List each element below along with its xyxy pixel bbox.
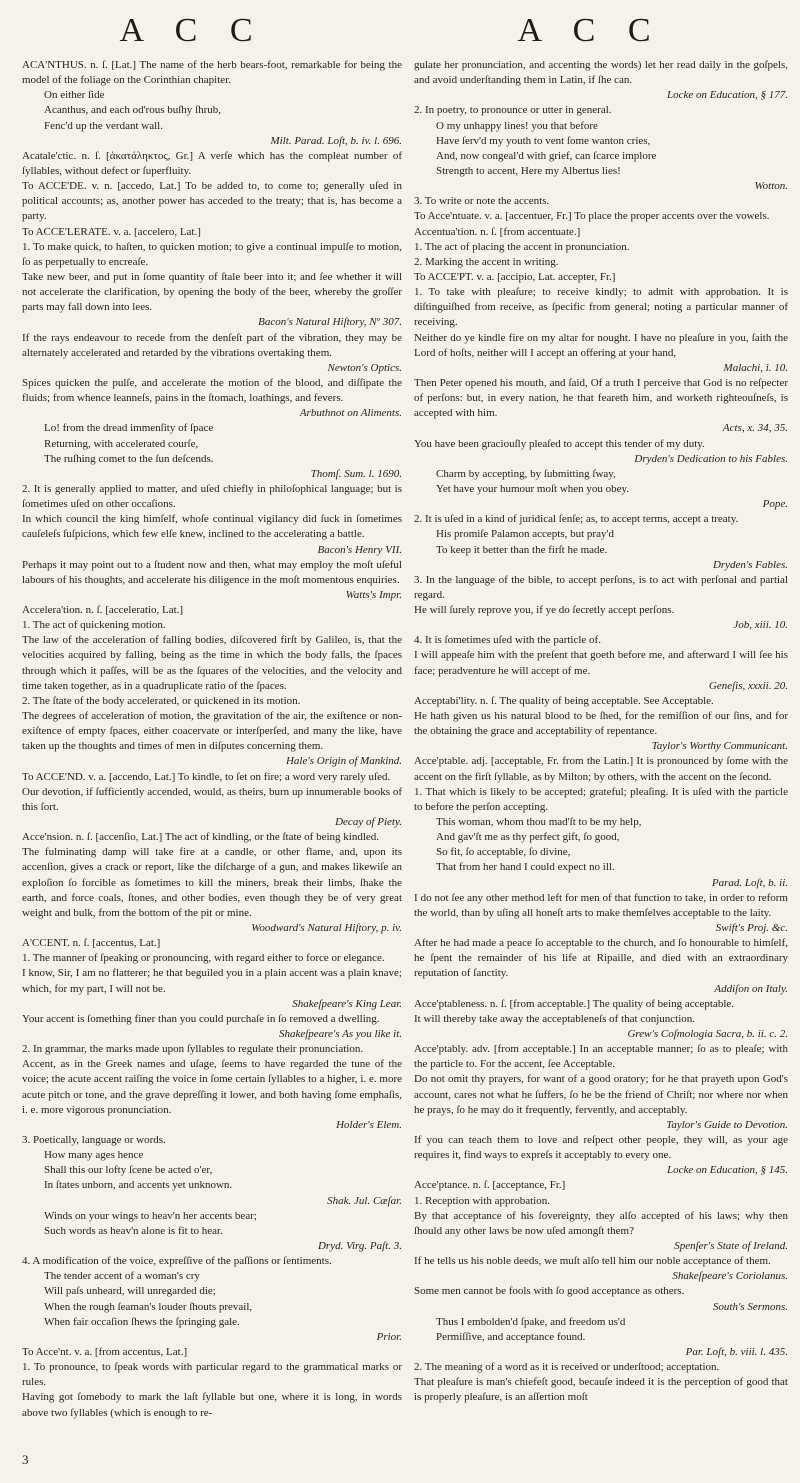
header-left: A C C: [119, 12, 265, 49]
verse-line: Fenc'd up the verdant wall.: [44, 119, 163, 132]
verse-line: When the rough ſeaman's louder ſhouts prevail,: [44, 1300, 253, 1313]
verse-line: This woman, whom thou mad'ſt to be my help,: [436, 816, 642, 829]
entry-paragraph: If the rays endeavour to recede from the denſeſt part of the vibration, they may be alternately accelerated and retarded by the vibrations overtaking them.: [22, 331, 402, 359]
entry-paragraph: 1. That which is likely to be accepted; grateful; pleaſing. It is uſed with the particle to before the perſon accepting.: [414, 785, 788, 813]
citation: Hale's Origin of Mankind.: [285, 755, 402, 768]
verse-line: On either ſide: [44, 89, 105, 102]
entry-paragraph: The degrees of acceleration of motion, the gravitation of the air, the exiſtence or non-exiſtence of empty ſpaces, either coacervate or interſperſed, and many the like, have taken up the thoughts and times of men in diſputes concerning them.: [22, 710, 402, 753]
verse-line: Such words as heav'n alone is fit to hear.: [44, 1224, 223, 1237]
citation: South's Sermons.: [712, 1300, 788, 1313]
entry-paragraph: To ACCE'LERATE. v. a. [accelero, Lat.]: [22, 225, 201, 238]
entry-paragraph: 3. To write or note the accents.: [414, 195, 550, 208]
entry-paragraph: Your accent is ſomething finer than you could purchaſe in ſo removed a dwelling.: [22, 1012, 380, 1025]
entry-paragraph: Take new beer, and put in ſome quantity of ſtale beer into it; and ſee whether it will not accelerate the clarification, by opening the body of the beer, whereby the groſſer parts may fall down into lees.: [22, 270, 402, 314]
entry-paragraph: 1. The act of quickening motion.: [22, 619, 166, 632]
verse-line: So fit, ſo acceptable, ſo divine,: [436, 846, 571, 859]
entry-paragraph: He hath given us his natural blood to be ſhed, for the remiſſion of our ſins, and for the obtaining the grace and acceptability of repentance.: [414, 710, 788, 738]
verse-line: Have ſerv'd my youth to vent ſome wanton cries,: [436, 134, 651, 147]
entry-paragraph: 3. In the language of the bible, to accept perſons, is to act with perſonal and partial regard.: [414, 573, 788, 601]
citation: Acts, x. 34, 35.: [722, 422, 788, 435]
entry-paragraph: 2. It is generally applied to matter, and uſed chiefly in philoſophical language; but is ſometimes uſed on other occaſions.: [22, 482, 402, 511]
citation: Thomſ. Sum. l. 1690.: [310, 467, 402, 480]
entry-paragraph: That pleaſure is man's chiefeſt good, becauſe indeed it is the perception of good that is properly pleaſure, is an aſſertion moſt: [414, 1376, 788, 1404]
citation: Par. Loſt, b. viii. l. 435.: [685, 1345, 788, 1358]
entry-paragraph: gulate her pronunciation, and accenting the words) let her read daily in the goſpels, and avoid underſtanding them in Latin, if ſhe can.: [414, 59, 788, 87]
right-column: [414, 58, 788, 1406]
verse-line: When fair occaſion ſhews the ſpringing gale.: [44, 1315, 240, 1328]
citation: Parad. Loſt, b. ii.: [711, 876, 788, 889]
citation: Wotton.: [754, 180, 788, 193]
entry-paragraph: Accent, as in the Greek names and uſage, ſeems to have regarded the tune of the voice; the acute accent raiſing the voice in ſome certain ſyllables to a higher, i. e. more acute pitch or tone, and the grave depreſſing it lower, and both having ſome emphaſis, i. e. more vigorous pronunciation.: [22, 1058, 402, 1116]
entry-paragraph: 1. The manner of ſpeaking or pronouncing, with regard either to force or elegance.: [22, 952, 385, 965]
entry-paragraph: To ACCE'DE. v. n. [accedo, Lat.] To be added to, to come to; generally uſed in political accounts; as, another power has acceded to the treaty; that is, has become a party.: [22, 180, 402, 223]
verse-line: Strength to accent, Here my Albertus lies!: [436, 164, 621, 177]
entry-paragraph: 2. In poetry, to pronounce or utter in general.: [414, 104, 612, 117]
entry-paragraph: Neither do ye kindle fire on my altar for nought. I have no pleaſure in you, ſaith the Lord of hoſts, neither will I accept an offering at your hand,: [414, 331, 788, 359]
verse-line: How many ages hence: [44, 1149, 144, 1162]
citation: Watts's Impr.: [345, 588, 402, 601]
verse-line: Acanthus, and each od'rous buſhy ſhrub,: [44, 104, 222, 117]
citation: Geneſis, xxxii. 20.: [708, 679, 788, 692]
entry-paragraph: 1. To pronounce, to ſpeak words with particular regard to the grammatical marks or rules.: [22, 1361, 402, 1389]
entry-paragraph: Spices quicken the pulſe, and accelerate the motion of the blood, and diſſipate the fluids; from whence leanneſs, pains in the ſtomach, loathings, and fevers.: [22, 376, 402, 405]
entry-paragraph: In which council the king himſelf, whoſe continual vigilancy did ſuck in ſometimes cauſeleſs ſuſpicions, which few elſe knew, inclined to the accelerating a battle.: [22, 513, 402, 541]
entry-paragraph: He will ſurely reprove you, if ye do ſecretly accept perſons.: [414, 604, 675, 617]
entry-paragraph: 2. The meaning of a word as it is received or underſtood; acceptation.: [414, 1361, 720, 1374]
entry-paragraph: ACA'NTHUS. n. ſ. [Lat.] The name of the herb bears-foot, remarkable for being the model of the foliage on the Corinthian chapiter.: [22, 59, 402, 87]
entry-paragraph: Acce'ptably. adv. [from acceptable.] In an acceptable manner; ſo as to pleaſe; with the particle to. For the accent, ſee Acceptable.: [414, 1043, 788, 1071]
citation: Decay of Piety.: [335, 816, 402, 829]
citation: Pope.: [762, 498, 788, 511]
entry-paragraph: I know, Sir, I am no flatterer; he that beguiled you in a plain accent was a plain knave; which, for my part, I will not be.: [22, 967, 402, 995]
entry-paragraph: By that acceptance of his ſovereignty, they alſo accepted of his laws; why then ſhould any other laws be now uſed amongſt them?: [414, 1209, 788, 1237]
entry-paragraph: After he had made a peace ſo acceptable to the church, and ſo honourable to himſelf, he ſpent the remainder of his life at Ripaille, and died with an extraordinary reputation of ſanctity.: [414, 937, 788, 980]
citation: Shakeſpeare's As you like it.: [278, 1028, 402, 1040]
citation: Woodward's Natural Hiſtory, p. iv.: [251, 922, 402, 935]
citation: Swift's Proj. &c.: [715, 922, 788, 935]
entry-paragraph: Acce'nsion. n. ſ. [accenſio, Lat.] The act of kindling, or the ſtate of being kindled.: [22, 831, 380, 844]
citation: Spenſer's State of Ireland.: [674, 1239, 788, 1252]
entry-paragraph: 3. Poetically, language or words.: [22, 1133, 166, 1146]
entry-paragraph: A'CCENT. n. ſ. [accentus, Lat.]: [22, 937, 161, 950]
header-right: A C C: [517, 12, 663, 49]
citation: Newton's Optics.: [327, 361, 402, 374]
left-column: [22, 58, 402, 1421]
citation: Shak. Jul. Cæſar.: [327, 1194, 402, 1207]
entry-paragraph: The law of the acceleration of falling bodies, diſcovered firſt by Galileo, is, that the velocities acquired by falling, being as the time in which the body falls, the ſpaces through which it paſſes, will be as the ſquares of the velocities, and the velocity and time taken together, as in a quadruplicate ratio of the ſpaces.: [22, 634, 402, 692]
entry-paragraph: Then Peter opened his mouth, and ſaid, Of a truth I perceive that God is no reſpecter of perſons: but, in every nation, he that feareth him, and worketh righteouſneſs, is accepted with him.: [414, 376, 788, 420]
citation: Job, xiii. 10.: [733, 619, 788, 632]
verse-line: His promiſe Palamon accepts, but pray'd: [436, 528, 614, 541]
citation: Taylor's Worthy Communicant.: [651, 740, 788, 753]
verse-line: Will paſs unheard, will unregarded die;: [44, 1285, 216, 1298]
entry-paragraph: 4. It is ſometimes uſed with the particle of.: [414, 634, 601, 647]
entry-paragraph: 1. The act of placing the accent in pronunciation.: [414, 240, 630, 253]
entry-paragraph: Acceptabi'lity. n. ſ. The quality of being acceptable. See Acceptable.: [414, 694, 714, 707]
citation: Taylor's Guide to Devotion.: [666, 1118, 788, 1131]
verse-line: Returning, with accelerated courſe,: [44, 437, 199, 450]
citation: Shakeſpeare's King Lear.: [292, 997, 402, 1010]
entry-paragraph: Some men cannot be fools with ſo good acceptance as others.: [414, 1285, 685, 1298]
verse-line: Lo! from the dread immenſity of ſpace: [44, 422, 214, 435]
entry-paragraph: You have been graciouſly pleaſed to accept this tender of my duty.: [414, 437, 705, 450]
entry-paragraph: Our devotion, if ſufficiently accended, would, as theirs, burn up innumerable books of this ſort.: [22, 785, 402, 813]
verse-line: And gav'ſt me as thy perfect gift, ſo good,: [436, 831, 620, 844]
citation: Prior.: [376, 1330, 402, 1343]
entry-paragraph: To Acce'nt. v. a. [from accentus, Lat.]: [22, 1345, 188, 1358]
entry-paragraph: Accelera'tion. n. ſ. [acceleratio, Lat.]: [22, 604, 184, 617]
entry-paragraph: 4. A modification of the voice, expreſſive of the paſſions or ſentiments.: [22, 1255, 332, 1268]
entry-paragraph: 2. In grammar, the marks made upon ſyllables to regulate their pronunciation.: [22, 1043, 364, 1056]
citation: Bacon's Henry VII.: [317, 543, 402, 556]
citation: Locke on Education, § 145.: [667, 1164, 788, 1177]
entry-paragraph: Perhaps it may point out to a ſtudent now and then, what may employ the moſt uſeful labours of his thoughts, and accelerate his diligence in the moſt momentous enquiries.: [22, 558, 402, 586]
citation: Malachi, i. 10.: [723, 361, 788, 374]
verse-line: Thus I embolden'd ſpake, and freedom us'd: [436, 1315, 626, 1328]
verse-line: That from her hand I could expect no ill.: [436, 861, 615, 874]
entry-paragraph: To Acce'ntuate. v. a. [accentuer, Fr.] To place the proper accents over the vowels.: [414, 210, 770, 223]
citation: Arbuthnot on Aliments.: [299, 407, 402, 420]
entry-paragraph: Having got ſomebody to mark the laſt ſyllable but one, where it is long, in words above two ſyllables (which is enough to re-: [22, 1391, 402, 1419]
verse-line: Charm by accepting, by ſubmitting ſway,: [436, 467, 616, 480]
entry-paragraph: 1. To take with pleaſure; to receive kindly; to admit with approbation. It is diſtinguiſhed from receive, as ſpecific from general; noting a particular manner of receiving.: [414, 286, 788, 329]
entry-paragraph: Acatale'ctic. n. ſ. [ἀκατάληκτος, Gr.] A verſe which has the compleat number of ſyllables, without defect or ſuperfluity.: [22, 149, 402, 177]
citation: Grew's Coſmologia Sacra, b. ii. c. 2.: [627, 1028, 788, 1040]
verse-line: O my unhappy lines! you that before: [436, 119, 598, 132]
entry-paragraph: To ACCE'ND. v. a. [accendo, Lat.] To kindle, to ſet on fire; a word very rarely uſed.: [22, 770, 391, 783]
entry-paragraph: Accentua'tion. n. ſ. [from accentuate.]: [414, 225, 581, 238]
citation: Dryden's Fables.: [712, 558, 788, 571]
entry-paragraph: If he tells us his noble deeds, we muſt alſo tell him our noble acceptance of them.: [414, 1255, 771, 1268]
citation: Bacon's Natural Hiſtory, Nº 307.: [258, 316, 402, 329]
verse-line: Winds on your wings to heav'n her accents bear;: [44, 1209, 257, 1222]
citation: Holder's Elem.: [336, 1118, 402, 1131]
entry-paragraph: 1. Reception with approbation.: [414, 1194, 550, 1207]
entry-paragraph: I will appeaſe him with the preſent that goeth before me, and afterward I will ſee his face; peradventure he will accept of me.: [414, 649, 788, 677]
verse-line: Yet have your humour moſt when you obey.: [436, 482, 630, 495]
entry-paragraph: 2. The ſtate of the body accelerated, or quickened in its motion.: [22, 694, 301, 707]
entry-paragraph: It will thereby take away the acceptableneſs of that conjunction.: [414, 1012, 695, 1025]
citation: Dryden's Dedication to his Fables.: [634, 452, 788, 465]
entry-paragraph: 2. It is uſed in a kind of juridical ſenſe; as, to accept terms, accept a treaty.: [414, 513, 739, 526]
verse-line: In ſtates unborn, and accents yet unknown.: [44, 1179, 233, 1192]
citation: Locke on Education, § 177.: [667, 89, 788, 102]
entry-paragraph: To ACCE'PT. v. a. [accipio, Lat. accepter, Fr.]: [414, 270, 616, 283]
entry-paragraph: Acce'ptance. n. ſ. [acceptance, Fr.]: [414, 1179, 566, 1192]
citation: Dryd. Virg. Paſt. 3.: [317, 1239, 402, 1252]
citation: Addiſon on Italy.: [714, 982, 788, 995]
entry-paragraph: 1. To make quick, to haſten, to quicken motion; to give a continual impulſe to motion, ſo as perpetually to encreaſe.: [22, 240, 402, 268]
verse-line: Shall this our lofty ſcene be acted o'er,: [44, 1164, 213, 1177]
page-number: 3: [22, 1452, 29, 1467]
entry-paragraph: Do not omit thy prayers, for want of a good oratory; for he that prayeth upon God's account, cares not what he ſuffers, ſo he be the friend of Chriſt; nor where nor when he prays, ſo he may do it frequently, fervently, and acceptably.: [414, 1073, 788, 1116]
verse-line: To keep it better than the firſt he made.: [436, 543, 608, 556]
running-header: [0, 12, 800, 62]
verse-line: Permiſſive, and acceptance found.: [436, 1330, 586, 1343]
entry-paragraph: If you can teach them to love and reſpect other people, they will, as your age requires it, find ways to expreſs it acceptably to every one.: [414, 1133, 788, 1162]
entry-paragraph: Acce'ptable. adj. [acceptable, Fr. from the Latin.] It is pronounced by ſome with the accent on the firſt ſyllable, as by Milton; by others, with the accent on the ſecond.: [414, 755, 788, 783]
citation: Shakeſpeare's Coriolanus.: [672, 1270, 788, 1283]
verse-line: The ruſhing comet to the ſun deſcends.: [44, 452, 214, 465]
entry-paragraph: 2. Marking the accent in writing.: [414, 255, 559, 268]
entry-paragraph: Acce'ptableness. n. ſ. [from acceptable.] The quality of being acceptable.: [414, 997, 735, 1010]
verse-line: And, now congeal'd with grief, can ſcarce implore: [436, 149, 657, 162]
verse-line: The tender accent of a woman's cry: [44, 1270, 200, 1283]
citation: Milt. Parad. Loſt, b. iv. l. 696.: [270, 134, 402, 147]
entry-paragraph: The fulminating damp will take fire at a candle, or other flame, and, upon its accenſion, gives a crack or report, like the diſcharge of a gun, and makes likewiſe an exploſion ſo forcible as ſometimes to kill the miners, break their limbs, ſhake the earth, and force coals, ſtones, and other bodies, even though they be of very great weight and bulk, from the bottom of the pit or mine.: [22, 846, 402, 919]
entry-paragraph: I do not ſee any other method left for men of that function to take, in order to reform the world, than by uſing all honeſt arts to make themſelves acceptable to the laity.: [414, 891, 788, 919]
